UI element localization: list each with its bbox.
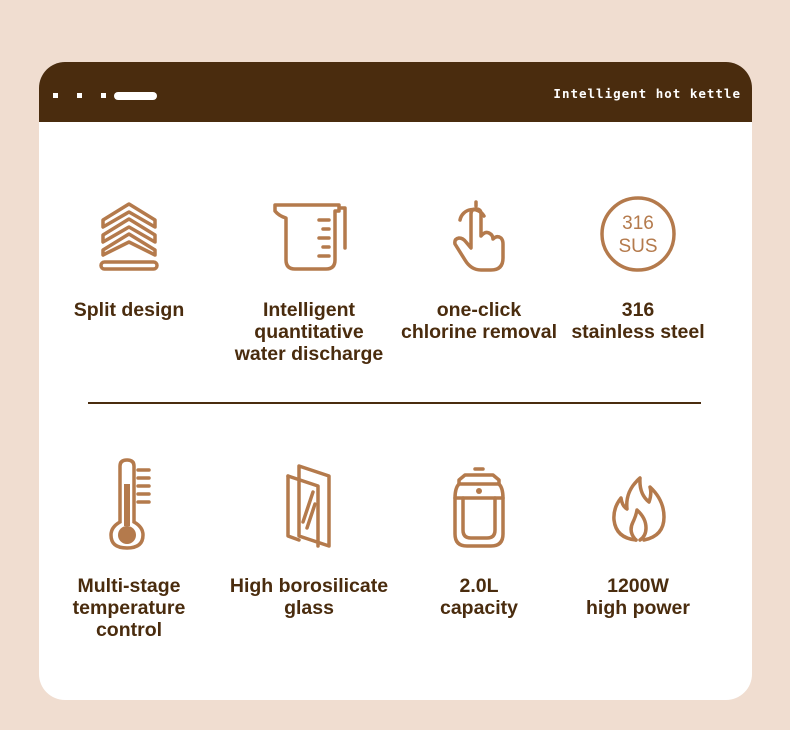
316-sus-badge-icon bbox=[599, 195, 677, 273]
header-pill bbox=[114, 92, 157, 100]
glass-panes-icon bbox=[283, 462, 335, 548]
stacked-chevrons-icon bbox=[97, 198, 161, 272]
feature-label: Multi-stage temperature control bbox=[72, 575, 186, 641]
section-divider bbox=[88, 402, 701, 404]
kettle-capacity-icon bbox=[451, 464, 507, 548]
svg-text:SUS: SUS bbox=[618, 236, 658, 257]
feature-label: 316 stainless steel bbox=[571, 299, 705, 343]
feature-card bbox=[39, 62, 752, 700]
card-header bbox=[39, 62, 752, 122]
measuring-cup-icon bbox=[271, 202, 347, 272]
feature-label: 1200W high power bbox=[586, 575, 690, 619]
svg-text:316: 316 bbox=[622, 213, 654, 234]
header-dot bbox=[77, 93, 82, 98]
header-title: Intelligent hot kettle bbox=[553, 86, 741, 101]
feature-label: Intelligent quantitative water discharge bbox=[234, 299, 384, 365]
thermometer-icon bbox=[103, 458, 155, 550]
feature-label: one-click chlorine removal bbox=[400, 299, 558, 343]
flame-icon bbox=[608, 474, 668, 544]
feature-label: 2.0L capacity bbox=[439, 575, 519, 619]
touch-finger-icon bbox=[447, 198, 511, 274]
header-dot bbox=[53, 93, 58, 98]
feature-label: High borosilicate glass bbox=[229, 575, 389, 619]
feature-label: Split design bbox=[73, 299, 185, 321]
header-dot bbox=[101, 93, 106, 98]
